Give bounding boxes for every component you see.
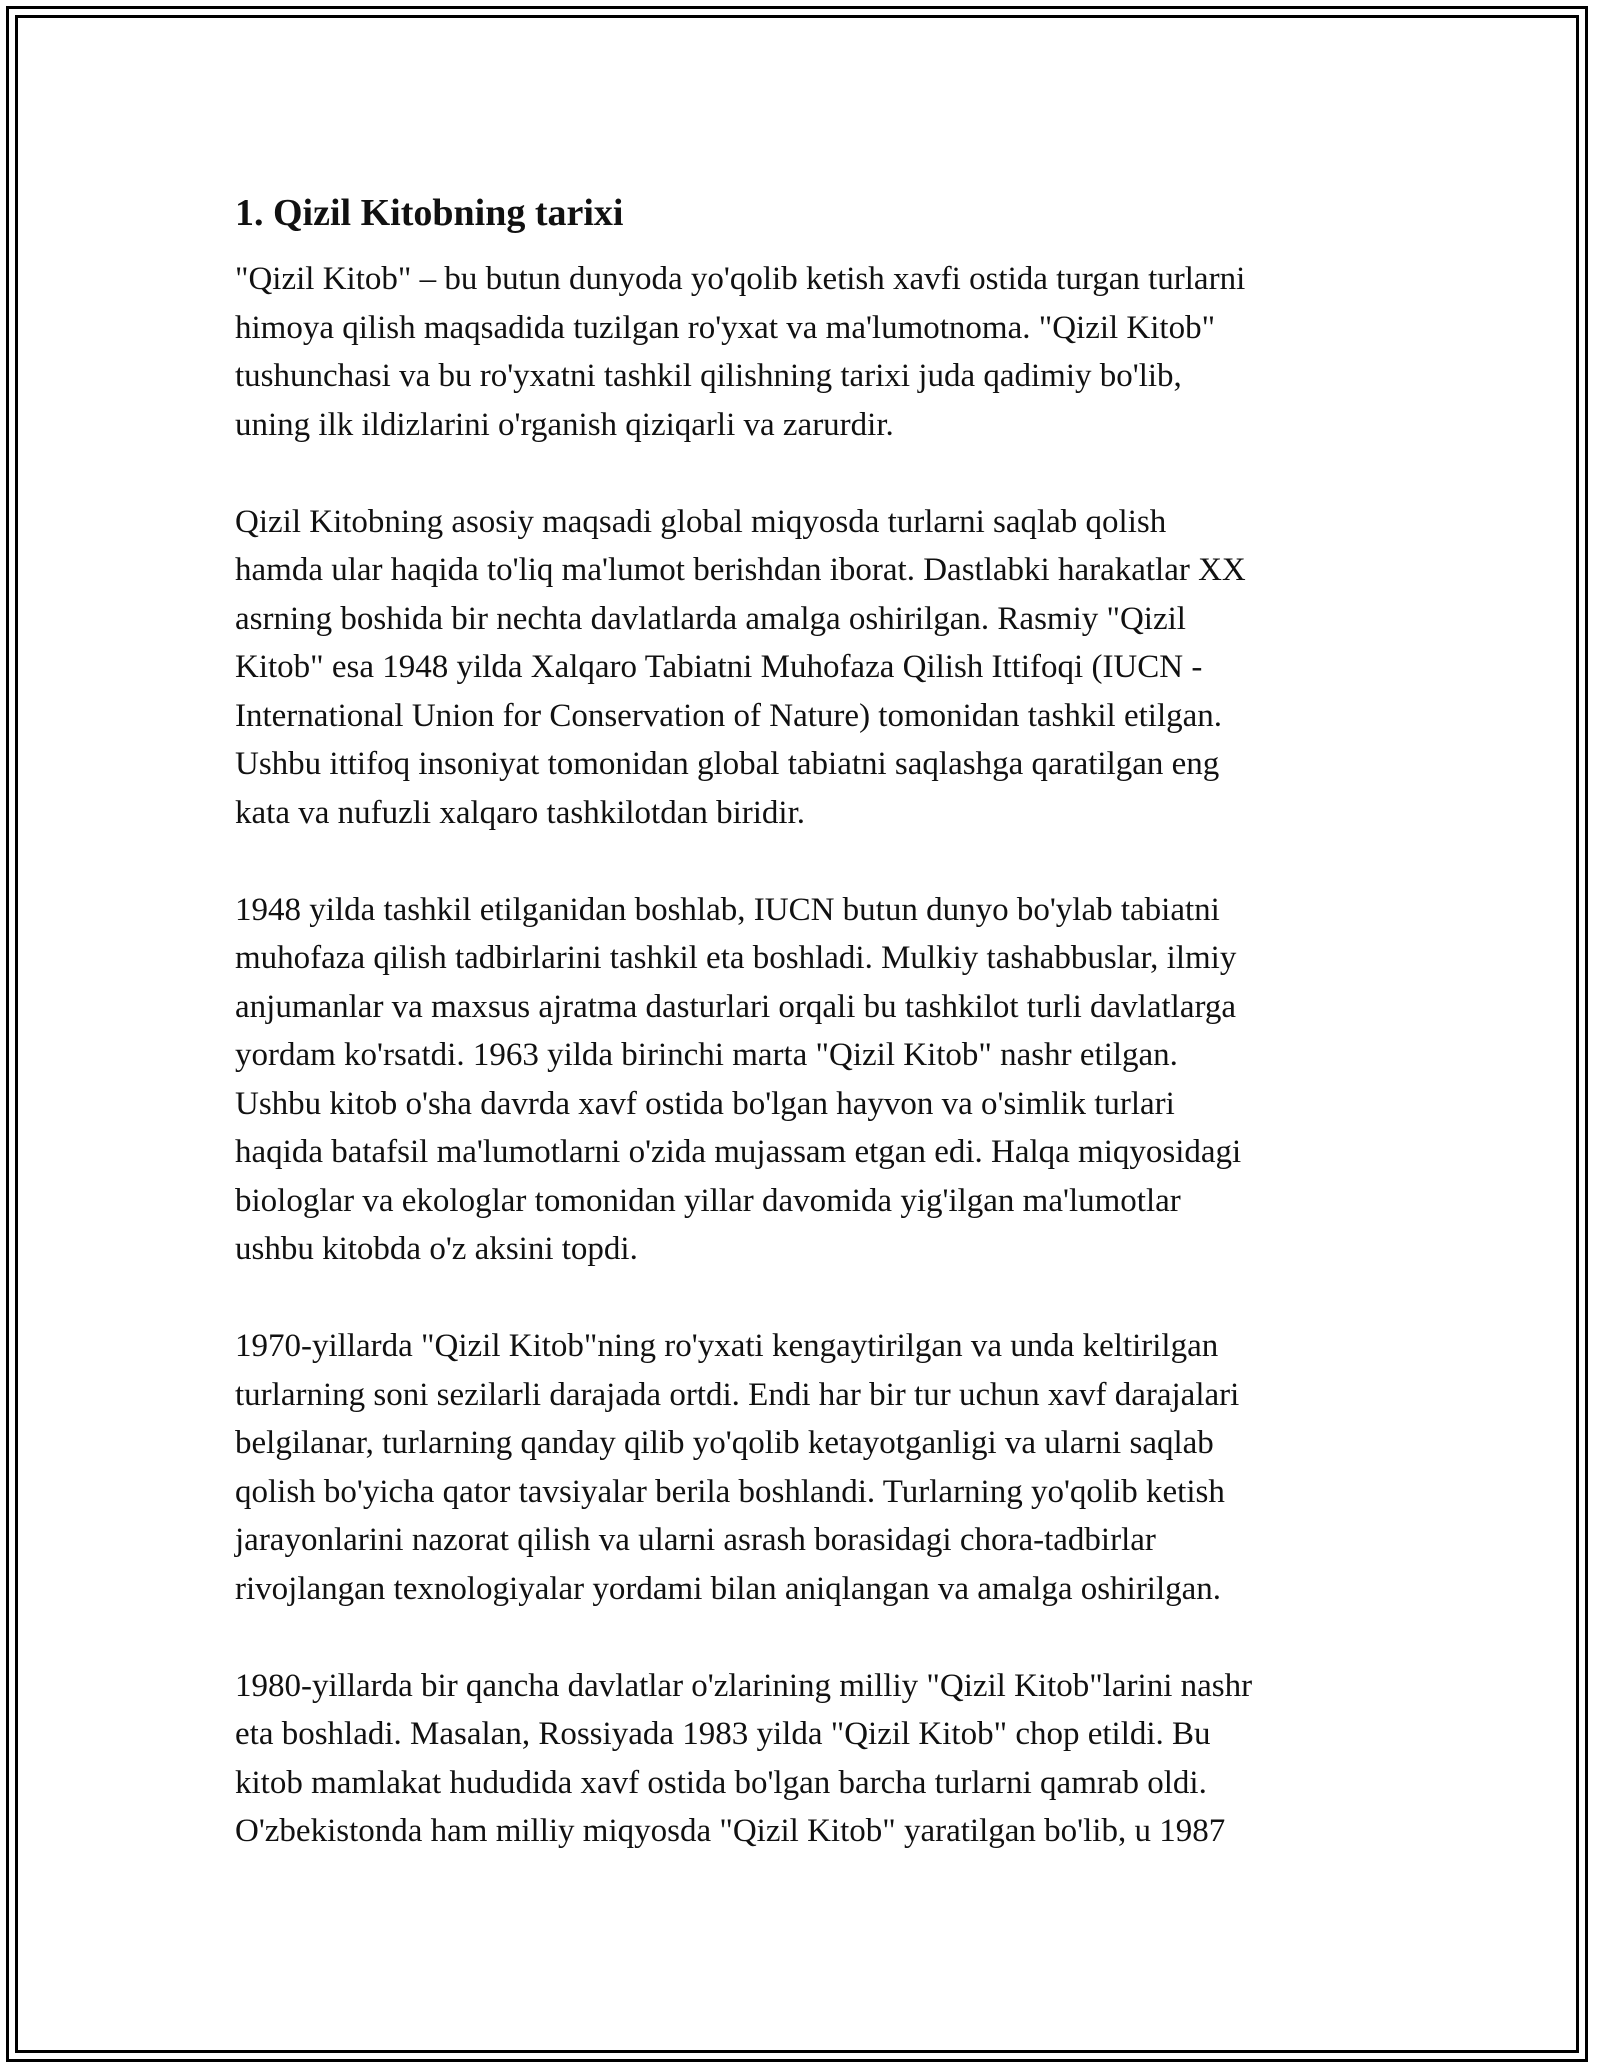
paragraph-line: anjumanlar va maxsus ajratma dasturlari orqali bu tashkilot turli davlatlarga (235, 988, 1237, 1025)
paragraph-line: ushbu kitobda o'z aksini topdi. (235, 1231, 638, 1267)
paragraph-line: turlarning soni sezilarli darajada ortdi. Endi har bir tur uchun xavf darajalari (235, 1376, 1240, 1413)
paragraph-line: kata va nufuzli xalqaro tashkilotdan biridir. (235, 794, 806, 831)
paragraph-line: qolish bo'yicha qator tavsiyalar berila boshlandi. Turlarning yo'qolib ketish (235, 1473, 1225, 1510)
paragraph-line: muhofaza qilish tadbirlarini tashkil eta boshladi. Mulkiy tashabbuslar, ilmiy (235, 940, 1237, 976)
paragraph-line: eta boshladi. Masalan, Rossiyada 1983 yilda "Qizil Kitob" chop etildi. Bu (235, 1716, 1211, 1752)
paragraph-line: O'zbekistonda ham milliy miqyosda "Qizil Kitob" yaratilgan bo'lib, u 1987 (235, 1813, 1226, 1849)
paragraph-line: rivojlangan texnologiyalar yordami bilan aniqlangan va amalga oshirilgan. (235, 1570, 1222, 1607)
document-body (235, 185, 1385, 1904)
paragraph-line: Kitob" esa 1948 yilda Xalqaro Tabiatni Muhofaza Qilish Ittifoqi (IUCN - (235, 649, 1203, 685)
paragraph-line: jarayonlarini nazorat qilish va ularni asrash borasidagi chora-tadbirlar (235, 1522, 1156, 1558)
paragraph-2 (235, 498, 1385, 838)
paragraph-line: hamda ular haqida to'liq ma'lumot berishdan iborat. Dastlabki harakatlar XX (235, 552, 1246, 588)
paragraph-3 (235, 886, 1385, 1274)
paragraph-line: haqida batafsil ma'lumotlarni o'zida mujassam etgan edi. Halqa miqyosidagi (235, 1134, 1242, 1170)
paragraph-1 (235, 255, 1385, 449)
paragraph-line: kitob mamlakat hududida xavf ostida bo'lgan barcha turlarni qamrab oldi. (235, 1764, 1207, 1801)
paragraph-line: 1970-yillarda "Qizil Kitob"ning ro'yxati kengaytirilgan va unda keltirilgan (235, 1328, 1219, 1364)
paragraph-line: uning ilk ildizlarini o'rganish qiziqarli va zarurdir. (235, 406, 894, 443)
paragraph-line: Qizil Kitobning asosiy maqsadi global miqyosda turlarni saqlab qolish (235, 503, 1167, 540)
paragraph-line: himoya qilish maqsadida tuzilgan ro'yxat va ma'lumotnoma. "Qizil Kitob" (235, 309, 1216, 346)
paragraph-line: belgilanar, turlarning qanday qilib yo'qolib ketayotganligi va ularni saqlab (235, 1425, 1214, 1461)
paragraph-line: 1948 yilda tashkil etilganidan boshlab, IUCN butun dunyo bo'ylab tabiatni (235, 891, 1220, 928)
paragraph-4 (235, 1322, 1385, 1613)
paragraph-line: tushunchasi va bu ro'yxatni tashkil qilishning tarixi juda qadimiy bo'lib, (235, 358, 1182, 394)
paragraph-5 (235, 1662, 1385, 1856)
paragraph-line: International Union for Conservation of Nature) tomonidan tashkil etilgan. (235, 697, 1223, 734)
paragraph-line: 1980-yillarda bir qancha davlatlar o'zlarining milliy "Qizil Kitob"larini nashr (235, 1667, 1253, 1704)
paragraph-line: biologlar va ekologlar tomonidan yillar davomida yig'ilgan ma'lumotlar (235, 1182, 1181, 1219)
paragraph-line: "Qizil Kitob" – bu butun dunyoda yo'qolib ketish xavfi ostida turgan turlarni (235, 261, 1246, 297)
paragraph-line: Ushbu ittifoq insoniyat tomonidan global tabiatni saqlashga qaratilgan eng (235, 746, 1220, 782)
paragraph-line: Ushbu kitob o'sha davrda xavf ostida bo'lgan hayvon va o'simlik turlari (235, 1085, 1175, 1122)
paragraph-line: asrning boshida bir nechta davlatlarda amalga oshirilgan. Rasmiy "Qizil (235, 600, 1186, 637)
paragraph-line: yordam ko'rsatdi. 1963 yilda birinchi marta "Qizil Kitob" nashr etilgan. (235, 1037, 1178, 1073)
section-heading: 1. Qizil Kitobning tarixi (235, 192, 624, 234)
